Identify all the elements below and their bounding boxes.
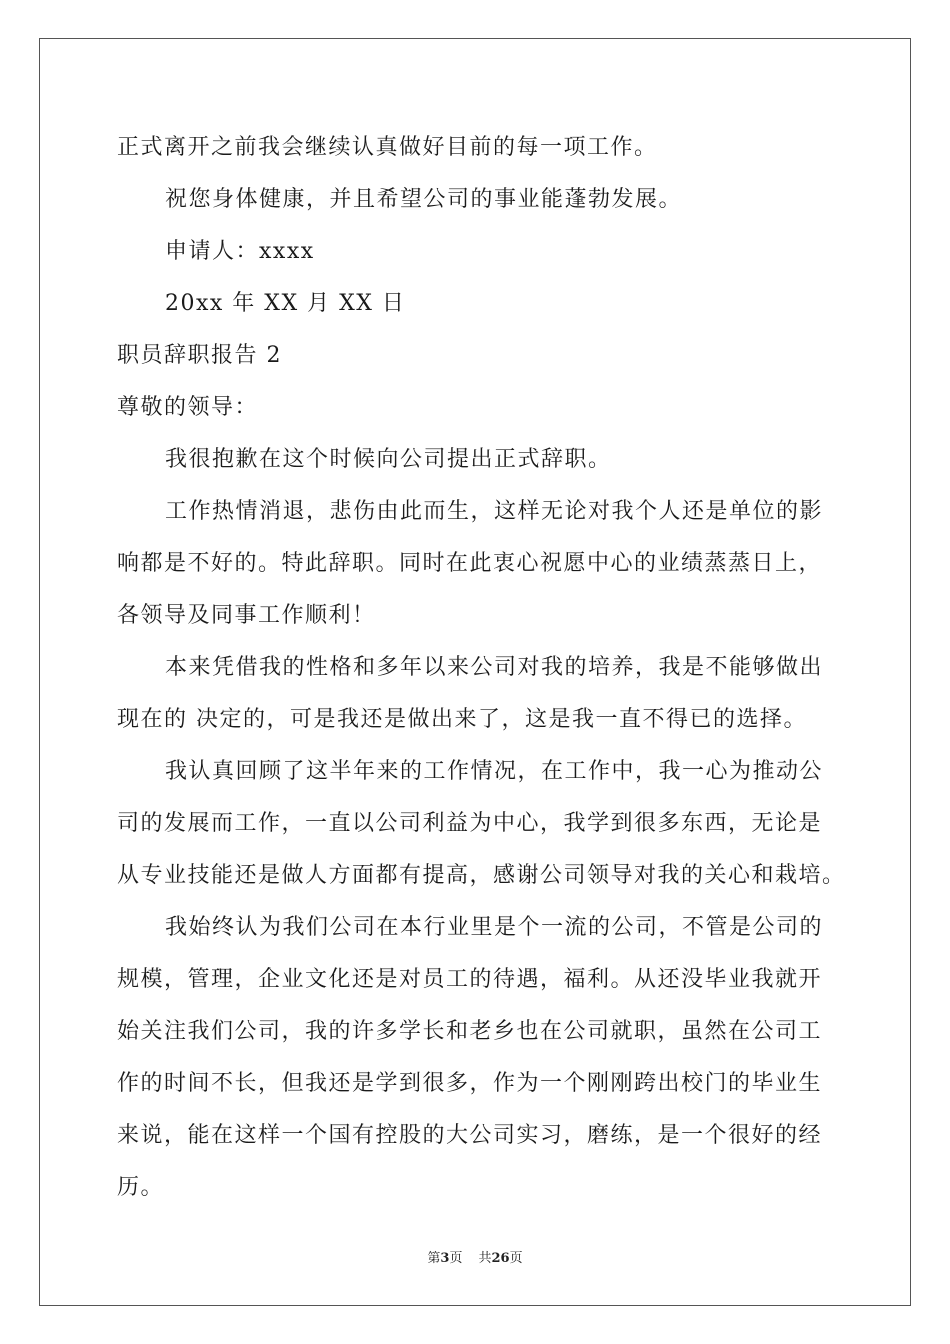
text-line: 正式离开之前我会继续认真做好目前的每一项工作。 (117, 135, 658, 160)
text-line: 始关注我们公司，我的许多学长和老乡也在公司就职，虽然在公司工 (117, 1019, 823, 1044)
text-line: 我始终认为我们公司在本行业里是个一流的公司，不管是公司的 (165, 915, 824, 940)
total-suffix: 页 (509, 1251, 523, 1266)
current-page-number: 3 (440, 1251, 450, 1266)
text-line: 响都是不好的。特此辞职。同时在此衷心祝愿中心的业绩蒸蒸日上， (117, 551, 823, 576)
text-line: 来说，能在这样一个国有控股的大公司实习，磨练，是一个很好的经 (117, 1123, 823, 1148)
text-line: 各领导及同事工作顺利！ (117, 603, 376, 628)
page-prefix: 第 (427, 1251, 441, 1266)
total-prefix: 共 (478, 1251, 492, 1266)
text-line: 历。 (117, 1175, 165, 1200)
text-line: 20xx 年 XX 月 XX 日 (165, 291, 406, 316)
text-line: 祝您身体健康，并且希望公司的事业能蓬勃发展。 (165, 187, 683, 212)
document-body (117, 122, 847, 1214)
page-suffix: 页 (449, 1251, 463, 1266)
text-line: 本来凭借我的性格和多年以来公司对我的培养，我是不能够做出 (165, 655, 824, 680)
text-line: 现在的 决定的，可是我还是做出来了，这是我一直不得已的选择。 (117, 707, 807, 732)
text-line: 我很抱歉在这个时候向公司提出正式辞职。 (165, 447, 612, 472)
text-line: 职员辞职报告 2 (117, 343, 282, 368)
text-line: 申请人：xxxx (165, 239, 315, 264)
text-line: 工作热情消退，悲伤由此而生，这样无论对我个人还是单位的影 (165, 499, 824, 524)
text-line: 规模，管理，企业文化还是对员工的待遇，福利。从还没毕业我就开 (117, 967, 823, 992)
text-line: 司的发展而工作，一直以公司利益为中心，我学到很多东西，无论是 (117, 811, 823, 836)
text-line: 从专业技能还是做人方面都有提高，感谢公司领导对我的关心和栽培。 (117, 863, 846, 888)
page-footer (0, 1247, 950, 1266)
text-line: 尊敬的领导： (117, 395, 259, 420)
total-pages-number: 26 (491, 1251, 510, 1266)
text-line: 作的时间不长，但我还是学到很多，作为一个刚刚跨出校门的毕业生 (117, 1071, 823, 1096)
text-line: 我认真回顾了这半年来的工作情况，在工作中，我一心为推动公 (165, 759, 824, 784)
